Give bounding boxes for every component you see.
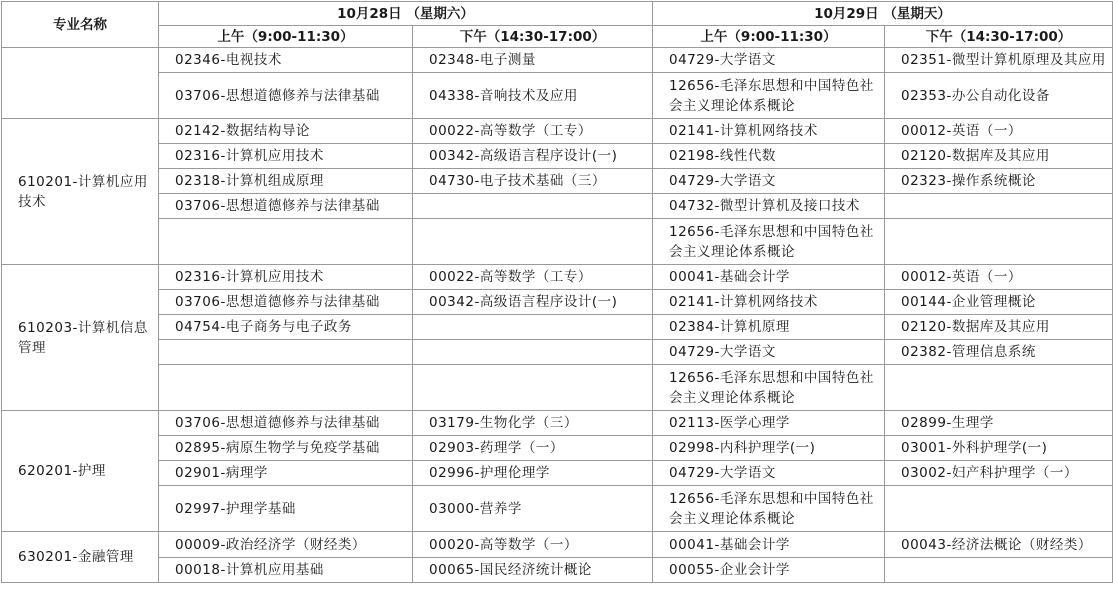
day2-am-cell: 12656-毛泽东思想和中国特色社会主义理论体系概论 <box>653 486 885 532</box>
table-row <box>2 315 1113 340</box>
day2-am-cell: 04729-大学语文 <box>653 461 885 486</box>
table-row <box>2 365 1113 411</box>
exam-schedule-table <box>1 1 1113 583</box>
day1-am-cell: 00009-政治经济学（财经类） <box>159 532 413 558</box>
day1-am-cell: 04754-电子商务与电子政务 <box>159 315 413 340</box>
day1-am-cell: 02895-病原生物学与免疫学基础 <box>159 436 413 461</box>
day2-pm-header: 下午（14:30-17:00） <box>885 26 1113 48</box>
day1-am-cell: 03706-思想道德修养与法律基础 <box>159 194 413 219</box>
day1-pm-cell: 00020-高等数学（一） <box>413 532 653 558</box>
day2-am-cell: 04729-大学语文 <box>653 48 885 73</box>
day1-am-cell: 02316-计算机应用技术 <box>159 265 413 290</box>
day2-pm-cell: 00144-企业管理概论 <box>885 290 1113 315</box>
day1-pm-cell: 02348-电子测量 <box>413 48 653 73</box>
day2-pm-cell <box>885 365 1113 411</box>
table-row <box>2 219 1113 265</box>
day1-header: 10月28日 （星期六） <box>159 2 653 26</box>
day2-am-cell: 12656-毛泽东思想和中国特色社会主义理论体系概论 <box>653 365 885 411</box>
day1-pm-cell: 03000-营养学 <box>413 486 653 532</box>
day2-pm-cell: 02353-办公自动化设备 <box>885 73 1113 119</box>
day2-am-cell: 04732-微型计算机及接口技术 <box>653 194 885 219</box>
header-row-dates <box>2 2 1113 26</box>
day2-header: 10月29日 （星期天） <box>653 2 1113 26</box>
day1-pm-cell: 02903-药理学（一） <box>413 436 653 461</box>
table-row <box>2 461 1113 486</box>
day1-pm-cell: 04730-电子技术基础（三） <box>413 169 653 194</box>
table-row <box>2 144 1113 169</box>
day2-am-cell: 04729-大学语文 <box>653 169 885 194</box>
day1-pm-cell <box>413 219 653 265</box>
day2-am-cell: 02141-计算机网络技术 <box>653 119 885 144</box>
table-row <box>2 119 1113 144</box>
day1-am-cell: 02997-护理学基础 <box>159 486 413 532</box>
day2-pm-cell: 02382-管理信息系统 <box>885 340 1113 365</box>
day1-am-cell: 02901-病理学 <box>159 461 413 486</box>
day1-pm-header: 下午（14:30-17:00） <box>413 26 653 48</box>
day1-am-cell: 03706-思想道德修养与法律基础 <box>159 411 413 436</box>
major-name-cell: 620201-护理 <box>2 411 159 532</box>
table-row <box>2 290 1113 315</box>
table-row <box>2 532 1113 558</box>
day1-am-cell: 03706-思想道德修养与法律基础 <box>159 290 413 315</box>
day1-am-cell: 02318-计算机组成原理 <box>159 169 413 194</box>
table-row <box>2 48 1113 73</box>
day2-am-cell: 00055-企业会计学 <box>653 558 885 583</box>
day1-pm-cell <box>413 365 653 411</box>
day2-am-cell: 12656-毛泽东思想和中国特色社会主义理论体系概论 <box>653 73 885 119</box>
day1-pm-cell <box>413 194 653 219</box>
day2-pm-cell: 00012-英语（一） <box>885 119 1113 144</box>
day2-pm-cell <box>885 194 1113 219</box>
day2-pm-cell: 02323-操作系统概论 <box>885 169 1113 194</box>
day1-am-cell <box>159 219 413 265</box>
day2-pm-cell: 03002-妇产科护理学（一） <box>885 461 1113 486</box>
major-name-cell: 610201-计算机应用技术 <box>2 119 159 265</box>
day1-pm-cell: 04338-音响技术及应用 <box>413 73 653 119</box>
day1-am-cell: 02142-数据结构导论 <box>159 119 413 144</box>
day1-pm-cell: 00065-国民经济统计概论 <box>413 558 653 583</box>
major-name-cell: 610203-计算机信息管理 <box>2 265 159 411</box>
day2-am-cell: 12656-毛泽东思想和中国特色社会主义理论体系概论 <box>653 219 885 265</box>
day2-pm-cell <box>885 486 1113 532</box>
header-row-sessions <box>2 26 1113 48</box>
day2-pm-cell: 00043-经济法概论（财经类） <box>885 532 1113 558</box>
day1-pm-cell: 03179-生物化学（三） <box>413 411 653 436</box>
day2-am-header: 上午（9:00-11:30） <box>653 26 885 48</box>
major-column-header: 专业名称 <box>2 2 159 48</box>
day1-am-cell: 02346-电视技术 <box>159 48 413 73</box>
day2-am-cell: 02998-内科护理学(一) <box>653 436 885 461</box>
table-row <box>2 194 1113 219</box>
table-row <box>2 558 1113 583</box>
day2-pm-cell <box>885 558 1113 583</box>
table-row <box>2 340 1113 365</box>
day2-pm-cell <box>885 219 1113 265</box>
major-name-cell: 630201-金融管理 <box>2 532 159 583</box>
day2-am-cell: 02384-计算机原理 <box>653 315 885 340</box>
day2-pm-cell: 02120-数据库及其应用 <box>885 144 1113 169</box>
schedule-body <box>2 48 1113 583</box>
day1-pm-cell: 00342-高级语言程序设计(一) <box>413 144 653 169</box>
table-row <box>2 436 1113 461</box>
day2-pm-cell: 02899-生理学 <box>885 411 1113 436</box>
day2-am-cell: 00041-基础会计学 <box>653 265 885 290</box>
day1-pm-cell: 02996-护理伦理学 <box>413 461 653 486</box>
day1-pm-cell: 00022-高等数学（工专） <box>413 119 653 144</box>
day1-pm-cell <box>413 340 653 365</box>
day2-am-cell: 02198-线性代数 <box>653 144 885 169</box>
major-name-cell <box>2 48 159 119</box>
day1-am-cell: 02316-计算机应用技术 <box>159 144 413 169</box>
day2-pm-cell: 03001-外科护理学(一) <box>885 436 1113 461</box>
day1-am-cell <box>159 365 413 411</box>
day1-pm-cell <box>413 315 653 340</box>
table-row <box>2 486 1113 532</box>
table-row <box>2 169 1113 194</box>
day2-am-cell: 00041-基础会计学 <box>653 532 885 558</box>
table-row <box>2 73 1113 119</box>
day1-am-header: 上午（9:00-11:30） <box>159 26 413 48</box>
table-row <box>2 265 1113 290</box>
day1-am-cell: 03706-思想道德修养与法律基础 <box>159 73 413 119</box>
table-row <box>2 411 1113 436</box>
day2-pm-cell: 02120-数据库及其应用 <box>885 315 1113 340</box>
day1-am-cell: 00018-计算机应用基础 <box>159 558 413 583</box>
day2-pm-cell: 00012-英语（一） <box>885 265 1113 290</box>
day2-pm-cell: 02351-微型计算机原理及其应用 <box>885 48 1113 73</box>
day2-am-cell: 02113-医学心理学 <box>653 411 885 436</box>
day2-am-cell: 02141-计算机网络技术 <box>653 290 885 315</box>
day1-pm-cell: 00022-高等数学（工专） <box>413 265 653 290</box>
day1-am-cell <box>159 340 413 365</box>
day1-pm-cell: 00342-高级语言程序设计(一) <box>413 290 653 315</box>
day2-am-cell: 04729-大学语文 <box>653 340 885 365</box>
